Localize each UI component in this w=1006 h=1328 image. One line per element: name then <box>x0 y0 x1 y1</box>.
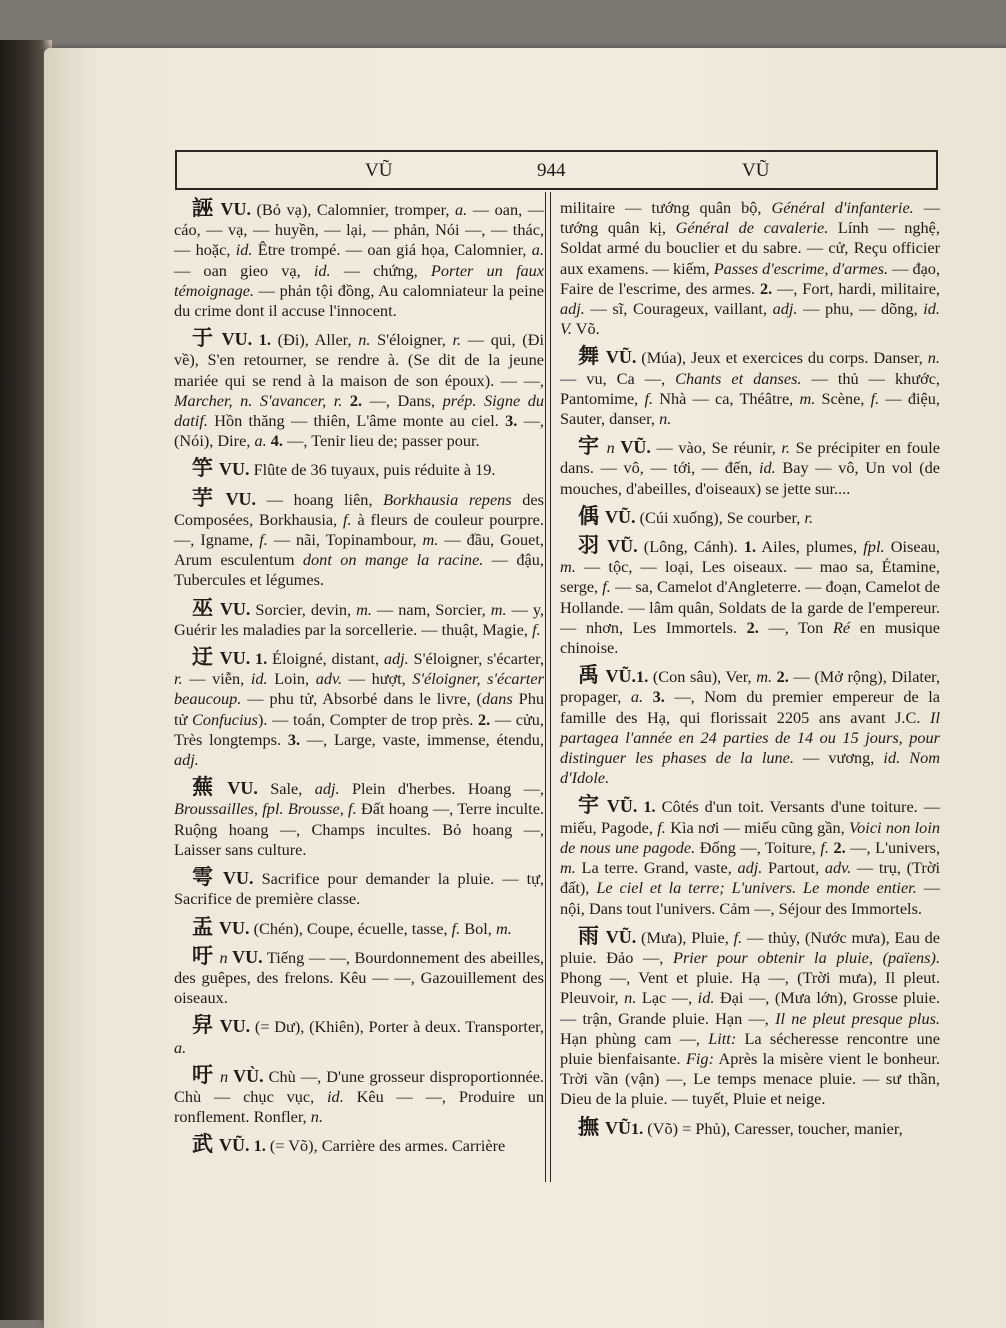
entry-text: (Đi), Aller, <box>271 330 359 350</box>
entry-text: — sa, Camelot d'Angleterre. — đoạn, Camelot de Hollande. — lâm quân, Soldats de la garde de l'empereur. — nhơn, Les Immortels. <box>560 577 940 637</box>
entry-italic-text: r. <box>452 330 462 350</box>
entry-italic-text: Ré <box>832 617 851 637</box>
entry-sense-number: 1. <box>258 330 271 350</box>
entry-text: Éloigné, distant, <box>267 649 384 669</box>
entry-italic-text: adj. <box>383 649 409 669</box>
entry-text: Sorcier, devin, <box>250 599 357 619</box>
entry-text: (Con sâu), Ver, <box>648 667 757 687</box>
entry-text: — vu, Ca —, <box>560 368 676 388</box>
entry-italic-text: adv. <box>315 669 343 689</box>
entry-headword: VŨ. <box>605 926 637 947</box>
entry-text: (Chén), Coupe, écuelle, tasse, <box>249 918 452 938</box>
entry-sense-number: 2. <box>776 667 789 687</box>
entry-text: —, Nom du premier empereur de la famille des Hạ, qui florissait 2205 ans avant J.C. <box>560 687 940 727</box>
entry-character: 吁 <box>192 943 214 968</box>
dictionary-entry <box>174 458 544 480</box>
entry-text: —, Ton <box>758 617 833 637</box>
entry-text: (Võ) = Phủ), Caresser, toucher, manier, <box>643 1118 903 1138</box>
entry-text: ). — toán, Compter de trop près. <box>258 709 478 729</box>
entry-italic-text: S'éloigner, s'écarter beaucoup. <box>174 669 544 709</box>
entry-italic-text: f. <box>870 388 880 408</box>
running-header <box>175 150 938 190</box>
entry-italic-text: id. <box>758 458 776 478</box>
entry-text: militaire — tướng quân bộ, <box>560 198 772 217</box>
entry-character: 宇 <box>578 434 601 459</box>
entry-italic-text: f. <box>733 927 743 947</box>
dictionary-entry <box>174 1015 544 1057</box>
entry-text: Đại —, (Mưa lớn), Grosse pluie. — trận, Grande pluie. Hạn —, <box>560 988 940 1028</box>
entry-italic-text: id. <box>697 988 715 1008</box>
entry-italic-text: Général d'infanterie. <box>771 198 914 217</box>
entry-text: (= Võ), Carrière des armes. Carrière <box>265 1136 506 1156</box>
entry-character: 芋 <box>192 485 220 510</box>
dictionary-entry <box>174 1062 545 1128</box>
entry-text: La sécheresse rencontre une pluie bienfaisante. <box>560 1028 940 1068</box>
entry-text: Lính — nghệ, Soldat armé du bouclier et du sabre. — cử, Reçu officier aux examens. — kiếm, <box>560 218 940 278</box>
entry-italic-text: id. <box>327 1086 344 1106</box>
entry-text: S'éloigner, s'écarter, <box>408 649 545 669</box>
entry-text: —, Fort, hardi, militaire, <box>772 278 940 298</box>
dictionary-entry <box>174 485 544 591</box>
entry-text: Après la misère vient le bonheur. Trời vần (vận) —, Le temps menace pluie. — sư thần, Dieu de la pluie. — tuyết, Pluie et neige. <box>560 1048 940 1109</box>
entry-sense-number: 1. <box>631 1118 644 1138</box>
entry-sense-number: 3. <box>287 729 301 749</box>
entry-text: en musique chinoise. <box>560 617 940 658</box>
entry-italic-text: adv. <box>824 858 852 878</box>
entry-text: S'éloigner, <box>370 330 453 350</box>
entry-text: (Mưa), Pluie, <box>636 927 734 947</box>
entry-text: Kìa nơi — miếu cũng gần, <box>665 817 850 837</box>
entry-text: — oan, — cáo, — vạ, — huyền, — lại, — phản, Nói —, — thác, — hoặc, <box>174 200 544 260</box>
dictionary-entry <box>560 346 940 429</box>
entry-text: Ailes, plumes, <box>756 537 864 557</box>
entry-character: 吁 <box>192 1062 214 1087</box>
entry-headword: VU. <box>227 778 258 799</box>
entry-text: — phu, — dõng, <box>797 299 924 319</box>
entry-text: —, Tenir lieu de; passer pour. <box>283 431 480 451</box>
entry-text: —, (Nói), Dire, <box>174 411 544 451</box>
entry-italic-text: n. <box>358 330 371 350</box>
entry-character: 禹 <box>578 663 600 688</box>
entry-text: à fleurs de couleur pourpre. —, Igname, <box>174 509 544 550</box>
entry-headword: VU. <box>221 329 253 350</box>
entry-italic-text: a. <box>254 431 267 451</box>
entry-text: —, Large, vaste, immense, étendu, <box>300 729 544 749</box>
entry-text: Scène, <box>815 388 871 408</box>
entry-text: — đậu, Tubercules et légumes. <box>174 550 544 590</box>
column-divider <box>545 192 551 1182</box>
dictionary-entry <box>174 1134 544 1156</box>
entry-italic-text: Prier pour obtenir la pluie, (païens). <box>673 947 941 967</box>
entry-text: — cửu, Très longtemps. <box>174 709 544 749</box>
entry-italic-text: m. <box>495 918 512 938</box>
entry-character: 舞 <box>578 344 600 369</box>
entry-text: (Cúi xuống), Se courber, <box>635 507 805 527</box>
entry-headword: VU. <box>219 459 250 480</box>
entry-headword: VŨ. <box>605 666 637 687</box>
entry-italic-text: Général de cavalerie. <box>675 218 829 238</box>
entry-text <box>252 330 259 349</box>
entry-sense-number: 1. <box>643 797 656 817</box>
entry-text: Đống —, Toiture, <box>695 837 821 857</box>
entry-sense-number: 2. <box>478 709 491 729</box>
entry-character: 雨 <box>578 923 600 948</box>
entry-text: —, L'univers, <box>845 837 941 857</box>
entry-text: Hạn phùng cam —, <box>560 1028 709 1048</box>
entry-italic-text: Broussailles, fpl. Brousse, f. <box>174 799 357 819</box>
entry-text: — hượt, <box>342 669 413 689</box>
header-right-guide-word: VŨ <box>742 160 770 181</box>
entry-italic-text: adj. <box>772 299 798 319</box>
entry-headword: VU. <box>223 868 254 889</box>
entry-italic-text: a. <box>174 1037 187 1057</box>
entry-italic-text: m. <box>490 599 507 619</box>
entry-italic-text: r. <box>781 438 791 458</box>
page-number: 944 <box>537 160 566 181</box>
dictionary-entry <box>560 535 940 658</box>
entry-italic-text: f. <box>602 577 611 597</box>
entry-italic-text: m. <box>560 858 576 878</box>
entry-character: 迂 <box>192 645 214 670</box>
entry-text: — vào, Se réunir, <box>650 438 782 458</box>
entry-text: — vương, <box>793 748 884 768</box>
dictionary-entry <box>174 777 544 860</box>
entry-italic-text: id. <box>235 240 253 260</box>
entry-text: (Múa), Jeux et exercices du corps. Danser, <box>636 348 928 368</box>
entry-italic-text: Le ciel et la terre; L'univers. Le monde entier. <box>596 878 917 898</box>
entry-text: Bol, <box>460 918 496 938</box>
entry-text: Oiseau, <box>884 537 941 557</box>
entry-headword: VŨ. <box>219 1135 250 1156</box>
entry-text: Tiếng — —, Bourdonnement des abeilles, des guêpes, des frelons. Kêu — —, Gazouillement des oiseaux. <box>174 947 545 1008</box>
entry-italic-text: id. Nom d'Idole. <box>560 748 940 788</box>
entry-text: Kêu — —, Produire un ronflement. Ronfler, <box>174 1086 545 1127</box>
entry-sense-number: 3. <box>505 411 518 431</box>
entry-text: — nội, Dans tout l'univers. Cảm —, Séjour des Immortels. <box>560 878 940 918</box>
dictionary-entry <box>174 647 544 770</box>
dictionary-entry <box>560 923 941 1110</box>
entry-character: 撫 <box>578 1114 599 1139</box>
entry-sense-number: 1. <box>636 667 649 687</box>
dictionary-entry <box>560 503 940 528</box>
entry-italic-text: n. <box>927 348 940 368</box>
entry-sense-number: 2. <box>746 617 759 637</box>
entry-text: Plein d'herbes. Hoang —, <box>339 779 544 799</box>
entry-character: 于 <box>192 326 216 351</box>
entry-text: Loin, <box>267 669 316 689</box>
entry-text: Partout, <box>762 858 825 878</box>
entry-headword: VU. <box>219 648 251 669</box>
entry-italic-text: Borkhausia repens <box>383 489 512 509</box>
entry-italic-text: Voici non loin de nous une pagode. <box>560 817 940 857</box>
entry-character: 偊 <box>578 503 599 528</box>
entry-italic-text: Il ne pleut presque plus. <box>775 1008 940 1028</box>
entry-italic-text: id. <box>313 260 331 280</box>
entry-italic-text: dans <box>481 689 513 709</box>
right-column <box>560 198 940 1146</box>
entry-sense-number: 1. <box>743 537 757 557</box>
entry-character: 巫 <box>192 595 214 620</box>
entry-italic-text: m. <box>799 388 816 408</box>
entry-text: — oan gieo vạ, <box>174 260 314 280</box>
entry-headword: VÙ. <box>233 1065 264 1086</box>
entry-headword: VŨ. <box>620 437 651 458</box>
entry-italic-text: adj. <box>737 858 763 878</box>
entry-text: — nam, Sorcier, <box>371 599 491 619</box>
entry-character: 盂 <box>192 914 213 939</box>
entry-italic-text: Porter un faux témoignage. <box>174 260 544 300</box>
dictionary-entry <box>560 665 940 788</box>
entry-sense-number: 2. <box>833 837 846 857</box>
entry-italic-text: m. <box>356 599 372 619</box>
entry-italic-text: Chants et danses. <box>675 368 802 388</box>
entry-headword: VU. <box>232 946 263 967</box>
entry-text: — điệu, Sauter, danser, <box>560 388 940 429</box>
entry-italic-text: m. <box>756 667 773 687</box>
dictionary-entry <box>560 436 940 499</box>
entry-italic-text: n. <box>624 988 637 1008</box>
entry-mark: n <box>219 947 228 967</box>
entry-italic-text: id. V. <box>560 299 941 339</box>
entry-italic-text: id. <box>250 669 268 689</box>
entry-text: Lạc —, <box>636 988 698 1008</box>
entry-text: — đầu, Gouet, Arum esculentum <box>174 530 544 570</box>
entry-text <box>342 391 350 410</box>
entry-character: 武 <box>192 1132 213 1157</box>
entry-text: — nãi, Topinambour, <box>267 530 423 550</box>
entry-text: Phong —, Vent et pluie. Hạ —, (Trời mưa), Il pleut. Pleuvoir, <box>560 968 940 1008</box>
dictionary-entry-continuation <box>560 198 940 339</box>
entry-sense-number: 4. <box>270 431 283 451</box>
entry-text: — tộc, — loại, Les oiseaux. — mao sa, Étamine, serge, <box>560 557 940 597</box>
entry-italic-text: Marcher, n. S'avancer, r. <box>174 390 343 410</box>
entry-italic-text: Litt: <box>708 1028 737 1048</box>
entry-headword: VŨ. <box>607 536 638 557</box>
entry-character: 羽 <box>578 533 602 558</box>
entry-italic-text: f. <box>820 837 829 857</box>
entry-text: Flûte de 36 tuyaux, puis réduite à 19. <box>249 460 496 480</box>
entry-text: — chứng, <box>330 260 431 280</box>
entry-italic-text: f. <box>644 388 654 408</box>
entry-text: (Lông, Cánh). <box>637 537 744 557</box>
dictionary-entry <box>174 867 544 909</box>
entry-headword: VŨ. <box>606 796 638 817</box>
entry-character: 宇 <box>578 793 601 818</box>
dictionary-entry <box>560 1114 940 1139</box>
entry-sense-number: 3. <box>652 687 665 707</box>
entry-italic-text: a. <box>630 687 644 707</box>
entry-sense-number: 2. <box>349 390 363 410</box>
entry-text: Võ. <box>571 319 600 339</box>
entry-mark: n <box>606 438 615 458</box>
entry-text: —, Dans, <box>362 390 443 410</box>
entry-italic-text: adj. <box>314 779 340 799</box>
dictionary-entry <box>174 943 545 1009</box>
dictionary-entry <box>174 595 545 640</box>
entry-text: — (Mở rộng), Dilater, propager, <box>560 667 941 707</box>
entry-italic-text: f. <box>657 817 666 837</box>
entry-italic-text: Passes d'escrime, d'armes. <box>713 258 889 278</box>
entry-text: — phu tử, Absorbé dans le livre, ( <box>241 689 482 709</box>
entry-text: des Composées, Borkhausia, <box>174 489 544 529</box>
entry-text: — đạo, Faire de l'escrime, des armes. <box>560 258 941 298</box>
entry-text: La terre. Grand, vaste, <box>575 858 738 878</box>
entry-text: — hoang liên, <box>256 489 384 509</box>
left-column <box>174 198 544 1164</box>
entry-mark: n <box>219 1066 229 1086</box>
entry-sense-number: 2. <box>759 278 773 298</box>
entry-text: Être trompé. — oan giá họa, Calomnier, <box>252 240 532 260</box>
entry-text: Nhà — ca, Théâtre, <box>653 388 800 408</box>
entry-italic-text: r. <box>174 669 183 689</box>
entry-character: 誣 <box>192 196 215 220</box>
entry-headword: VU. <box>219 917 250 938</box>
entry-italic-text: adj. <box>174 750 199 770</box>
entry-text: — thủy, (Nước mưa), Eau de pluie. Đảo —, <box>560 927 940 967</box>
entry-headword: VU. <box>219 1016 251 1037</box>
entry-text: (= Dư), (Khiên), Porter à deux. Transporter, <box>250 1017 545 1037</box>
entry-italic-text: n. <box>310 1107 324 1127</box>
entry-italic-text: f. <box>259 530 268 550</box>
entry-text: Đất hoang —, Terre inculte. Ruộng hoang —, Champs incultes. Bỏ hoang —, Laisser sans culture. <box>174 799 544 859</box>
entry-character: 舁 <box>192 1013 214 1038</box>
entry-italic-text: m. <box>560 557 576 577</box>
dictionary-entry <box>174 198 544 321</box>
entry-character: 竽 <box>192 456 213 481</box>
entry-italic-text: Il partagea l'année en 24 parties de 14 ou 15 jours, pour distinguer les phases de la lune. <box>560 707 940 768</box>
dictionary-entry <box>174 914 544 939</box>
entry-headword: VŨ. <box>605 347 637 368</box>
entry-text: Sale, <box>257 779 315 799</box>
entry-headword: VŨ. <box>605 506 636 527</box>
entry-headword: VŨ <box>605 1117 631 1138</box>
entry-sense-number: 1. <box>255 649 268 669</box>
entry-italic-text: fpl. <box>863 537 885 557</box>
entry-italic-text: n. <box>659 409 672 429</box>
entry-sense-number: 1. <box>253 1136 266 1156</box>
entry-italic-text: r. <box>804 507 814 527</box>
entry-character: 蕪 <box>192 775 222 800</box>
entry-text: Sacrifice pour demander la pluie. — tự, Sacrifice de première classe. <box>174 869 545 909</box>
entry-character: 雩 <box>192 865 218 890</box>
entry-text: Hồn thăng — thiên, L'âme monte au ciel. <box>207 411 506 431</box>
entry-italic-text: m. <box>422 530 439 550</box>
entry-italic-text: f. <box>451 918 461 938</box>
entry-italic-text: a. <box>531 240 544 260</box>
entry-text: — viễn, <box>182 669 251 689</box>
dictionary-entry <box>174 328 544 451</box>
entry-text: Phu tử <box>174 689 544 729</box>
entry-text: Bay — vô, Un vol (de mouches, d'abeilles, d'oiseaux) se jette sur.... <box>560 458 940 498</box>
entry-italic-text: dont on mange la racine. <box>302 550 484 570</box>
entry-italic-text: f. <box>343 509 352 529</box>
entry-text <box>643 687 653 706</box>
entry-headword: VU. <box>219 598 251 619</box>
entry-text: — tướng quân kị, <box>560 198 941 238</box>
entry-italic-text: Confucius <box>191 709 259 729</box>
entry-italic-text: f. <box>532 619 541 639</box>
entry-text: — qui, (Đi về), S'en retourner, se rendre à. (Se dit de la jeune mariée qui se rend à la maison de son époux). — —, <box>174 330 544 390</box>
entry-text: — sĩ, Courageux, vaillant, <box>584 299 773 319</box>
entry-italic-text: prép. Signe du datif. <box>174 390 544 431</box>
entry-text: — phản tội đồng, Au calomniateur la peine du crime dont il accuse l'innocent. <box>174 280 544 321</box>
entry-text: Se précipiter en foule dans. — vô, — tới, — đến, <box>560 438 940 478</box>
entry-headword: VU. <box>225 488 257 509</box>
header-left-guide-word: VŨ <box>365 160 393 181</box>
entry-italic-text: Fig: <box>685 1048 714 1068</box>
entry-text: Chù —, D'une grosseur disproportionnée. Chù — chục vục, <box>174 1066 544 1106</box>
entry-italic-text: a. <box>455 200 468 219</box>
entry-text: — thủ — khước, Pantomime, <box>560 368 940 408</box>
entry-italic-text: adj. <box>560 299 585 319</box>
entry-text: Côtés d'un toit. Versants d'une toiture. — miếu, Pagode, <box>560 797 940 837</box>
dictionary-entry <box>560 795 940 918</box>
entry-text: — y, Guérir les maladies par la sorcellerie. — thuật, Magie, <box>174 599 545 639</box>
entry-text: — trụ, (Trời đất), <box>560 858 940 898</box>
entry-text: (Bỏ vạ), Calomnier, tromper, <box>250 200 456 219</box>
entry-headword: VU. <box>220 199 251 219</box>
